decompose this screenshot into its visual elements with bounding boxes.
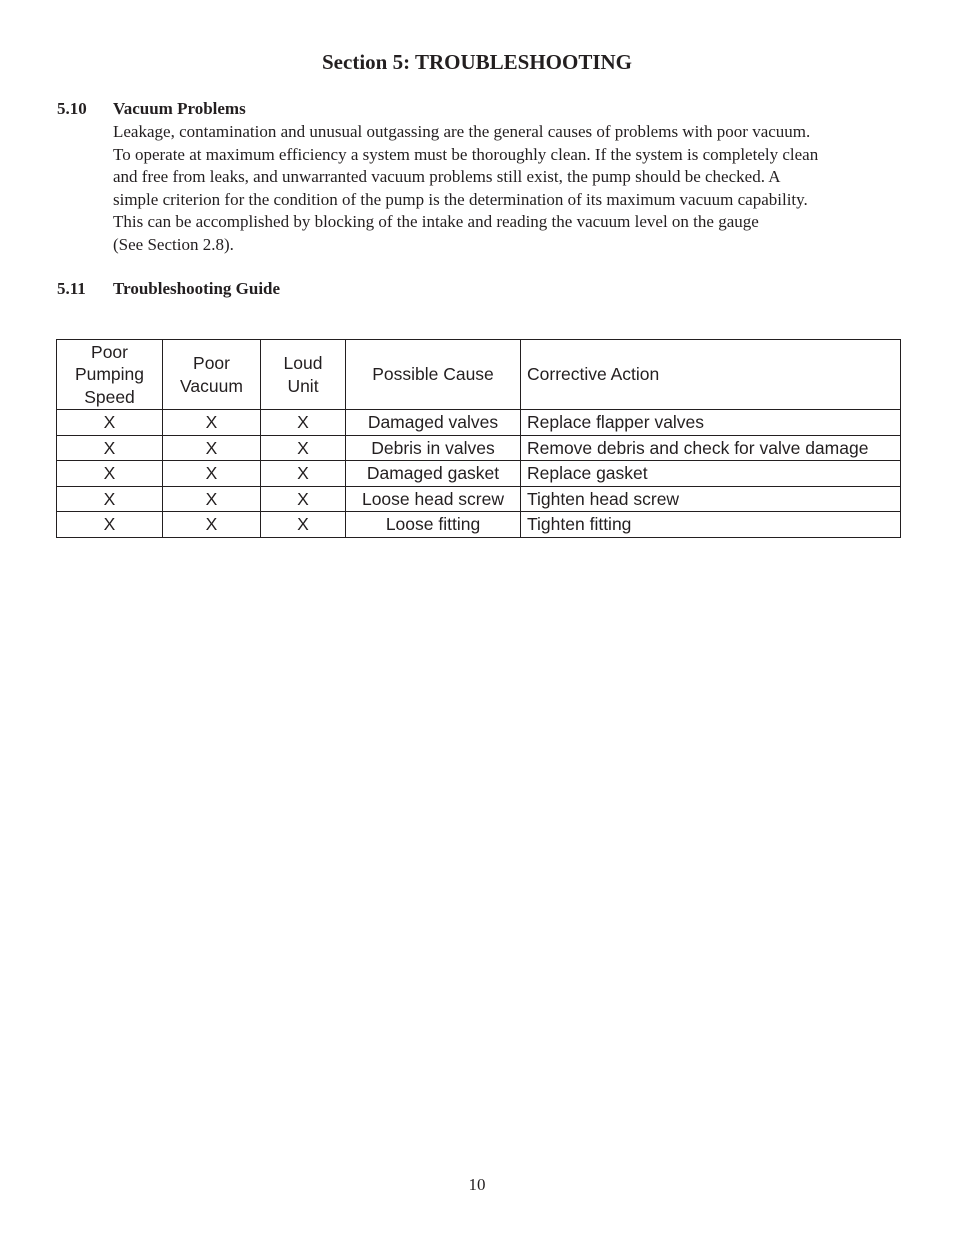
- section-heading-5-11: [57, 279, 280, 299]
- header-poor-pumping-speed: Poor Pumping Speed: [57, 340, 163, 410]
- table-row: [57, 435, 901, 461]
- paragraph-line: Leakage, contamination and unusual outgassing are the general causes of problems with poor vacuum.: [113, 122, 811, 141]
- cell-vacuum: X: [163, 512, 261, 538]
- cell-vacuum: X: [163, 410, 261, 436]
- cell-loud: X: [261, 461, 346, 487]
- cell-loud: X: [261, 486, 346, 512]
- page-number: 10: [468, 1175, 486, 1194]
- section-heading-5-10: [57, 99, 246, 119]
- cell-loud: X: [261, 512, 346, 538]
- header-poor-vacuum: Poor Vacuum: [163, 340, 261, 410]
- page-title: Section 5: TROUBLESHOOTING: [322, 50, 632, 74]
- table-header-row: [57, 340, 901, 410]
- table-row: [57, 512, 901, 538]
- cell-vacuum: X: [163, 435, 261, 461]
- table-row: [57, 461, 901, 487]
- section-title: Vacuum Problems: [113, 99, 246, 118]
- cell-cause: Loose head screw: [346, 486, 521, 512]
- paragraph-line: simple criterion for the condition of the pump is the determination of its maximum vacuum capability.: [113, 189, 808, 209]
- header-loud-unit: Loud Unit: [261, 340, 346, 410]
- cell-action: Replace gasket: [521, 461, 901, 487]
- cell-cause: Debris in valves: [346, 435, 521, 461]
- table-row: [57, 410, 901, 436]
- cell-cause: Damaged valves: [346, 410, 521, 436]
- section-title: Troubleshooting Guide: [113, 279, 281, 298]
- paragraph-line: and free from leaks, and unwarranted vacuum problems still exist, the pump should be checked. A: [113, 167, 781, 186]
- cell-action: Replace flapper valves: [521, 410, 901, 436]
- cell-speed: X: [57, 435, 163, 461]
- cell-speed: X: [57, 461, 163, 487]
- cell-loud: X: [261, 410, 346, 436]
- cell-loud: X: [261, 435, 346, 461]
- cell-action: Tighten head screw: [521, 486, 901, 512]
- cell-cause: Loose fitting: [346, 512, 521, 538]
- paragraph-line: To operate at maximum efficiency a system must be thoroughly clean. If the system is completely clean: [113, 144, 819, 164]
- cell-action: Tighten fitting: [521, 512, 901, 538]
- section-number: 5.10: [57, 99, 87, 118]
- cell-speed: X: [57, 486, 163, 512]
- cell-cause: Damaged gasket: [346, 461, 521, 487]
- cell-vacuum: X: [163, 461, 261, 487]
- cell-vacuum: X: [163, 486, 261, 512]
- troubleshooting-table: [56, 339, 901, 538]
- vacuum-problems-paragraph: [113, 121, 913, 256]
- section-number: 5.11: [57, 279, 86, 298]
- paragraph-line: This can be accomplished by blocking of the intake and reading the vacuum level on the gauge: [113, 212, 759, 231]
- cell-speed: X: [57, 512, 163, 538]
- cell-action: Remove debris and check for valve damage: [521, 435, 901, 461]
- paragraph-line: (See Section 2.8).: [113, 234, 234, 254]
- table-row: [57, 486, 901, 512]
- header-possible-cause: Possible Cause: [346, 340, 521, 410]
- cell-speed: X: [57, 410, 163, 436]
- header-corrective-action: Corrective Action: [521, 340, 901, 410]
